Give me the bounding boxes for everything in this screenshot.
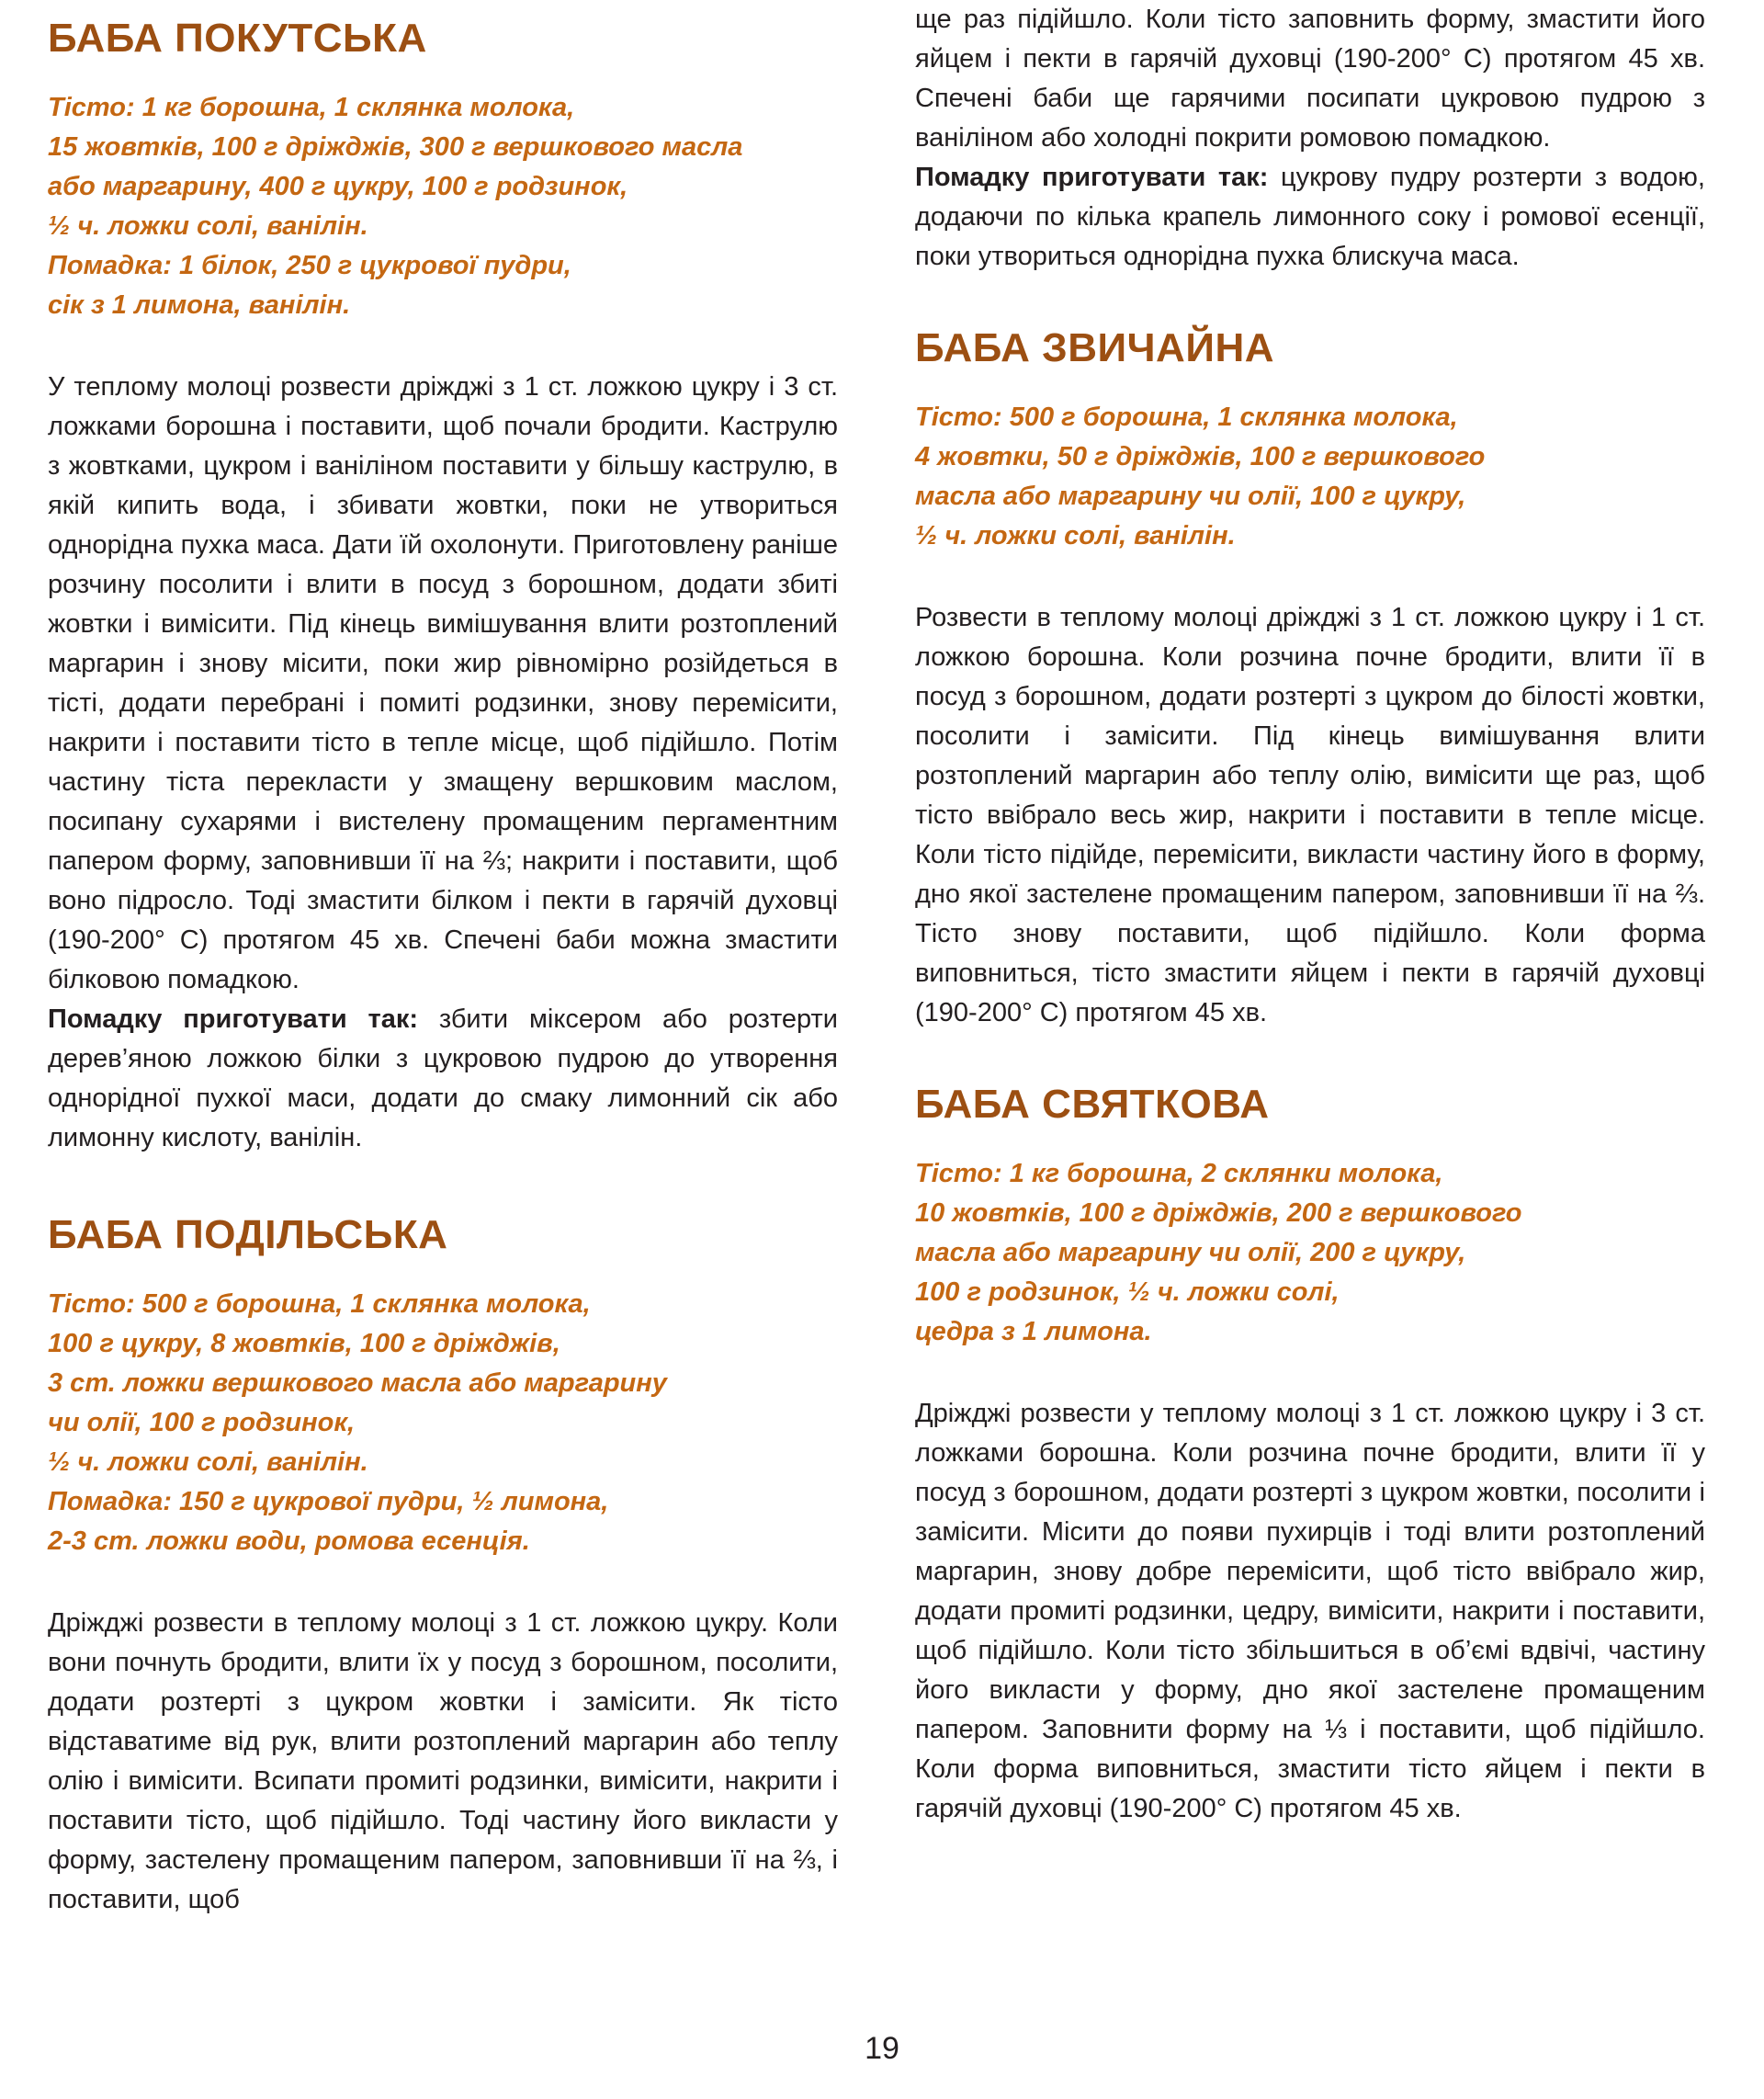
ingredient-line: Тісто: 1 кг борошна, 2 склянки молока, [915,1159,1443,1188]
recipe-baba-podilska-continued [915,0,1705,277]
recipe-baba-zvychaina [915,321,1705,1033]
glaze-instructions [48,1000,838,1158]
ingredient-line: або маргарину, 400 г цукру, 100 г родзинок, [48,172,628,201]
instructions-text: Розвести в теплому молоці дріжджі з 1 ст. ложкою цукру і 1 ст. ложкою борошна. Коли розчина почне бродити, влити її в посуд з борошном, додати розтерті з цукром до білості жовтки, посолити і замісити. Під кінець вимішування влити розтоплений маргарин або теплу олію, вимісити ще раз, щоб тісто ввібрало весь жир, накрити і поставити в тепле місце. Коли тісто підійде, перемісити, викласти частину його в форму, дно якої застелене промащеним папером, заповнивши її на ⅔. Тісто знову поставити, щоб підійшло. Коли форма виповниться, тісто змастити яйцем і пекти в гарячій духовці (190-200° С) протягом 45 хв. [915,603,1705,1027]
instructions-continued: ще раз підійшло. Коли тісто заповнить форму, змастити його яйцем і пекти в гарячій духовці (190-200° С) протягом 45 хв. Спечені баби ще гарячими посипати цукровою пудрою з ваніліном або холодні покрити ромовою помадкою. [915,5,1705,153]
recipe-title: БАБА ЗВИЧАЙНА [915,325,1275,370]
recipe-baba-pokutska [48,11,838,1158]
recipe-title: БАБА ПОКУТСЬКА [48,16,427,61]
ingredient-line: цедра з 1 лимона. [915,1317,1152,1346]
right-column [915,0,1705,1829]
ingredient-line: масла або маргарину чи олії, 200 г цукру, [915,1238,1466,1267]
ingredients-list [915,1154,1705,1352]
left-column [48,0,838,1920]
glaze-text: цукрову пудру розтерти з водою, додаючи по кілька крапель лимонного соку і ромової есенції, поки утвориться однорідна пухка блискуча маса. [915,163,1705,271]
ingredient-line: 2-3 ст. ложки води, ромова есенція. [48,1526,530,1556]
ingredients-list [48,88,838,325]
ingredient-line: ½ ч. ложки солі, ванілін. [48,1447,368,1477]
ingredient-line: Тісто: 1 кг борошна, 1 склянка молока, [48,93,575,122]
ingredients-list [48,1285,838,1561]
ingredient-line: сік з 1 лимона, ванілін. [48,290,351,320]
recipe-baba-sviatkova [915,1077,1705,1829]
ingredient-line: 100 г родзинок, ½ ч. ложки солі, [915,1277,1340,1307]
ingredient-line: ½ ч. ложки солі, ванілін. [48,211,368,241]
ingredients-list [915,398,1705,556]
instructions-text: Дріжджі розвести у теплому молоці з 1 ст. ложкою цукру і 3 ст. ложками борошна. Коли розчина почне бродити, влити її у посуд з борошном, додати розтерті з цукром жовтки, посолити і замісити. Місити до появи пухирців і тоді влити розтоплений маргарин, знову добре перемісити, щоб тісто ввібрало жир, додати промиті родзинки, цедру, вимісити, накрити і поставити, щоб підійшло. Коли тісто збільшиться в об’ємі вдвічі, частину його викласти у форму, дно якої застелене промащеним папером. Заповнити форму на ⅓ і поставити, щоб підійшло. Коли форма виповниться, змастити тісто яйцем і пекти в гарячій духовці (190-200° С) протягом 45 хв. [915,1399,1705,1823]
ingredient-line: масла або маргарину чи олії, 100 г цукру, [915,482,1466,511]
instructions-text: Дріжджі розвести в теплому молоці з 1 ст. ложкою цукру. Коли вони почнуть бродити, влити їх у посуд з борошном, посолити, додати розтерті з цукром жовтки і замісити. Як тісто відставатиме від рук, влити розтоплений маргарин або теплу олію і вимісити. Всипати промиті родзинки, вимісити, накрити і поставити тісто, щоб підійшло. Тоді частину його викласти у форму, застелену промащеним папером, заповнивши її на ⅔, і поставити, щоб [48,1608,838,1914]
recipe-baba-podilska [48,1208,838,1920]
glaze-label: Помадку приготувати так: [48,1004,419,1034]
glaze-label: Помадку приготувати так: [915,163,1269,192]
glaze-text: збити міксером або розтерти дерев’яною ложкою білки з цукровою пудрою до утворення однорідної пухкої маси, додати до смаку лимонний сік або лимонну кислоту, ванілін. [48,1004,838,1152]
ingredient-line: 3 ст. ложки вершкового масла або маргарину [48,1368,667,1398]
ingredient-line: чи олії, 100 г родзинок, [48,1408,356,1437]
ingredient-line: 10 жовтків, 100 г дріжджів, 200 г вершкового [915,1198,1522,1228]
page-number: 19 [865,2031,899,2066]
recipe-title: БАБА ПОДІЛЬСЬКА [48,1212,448,1257]
instructions-text: У теплому молоці розвести дріжджі з 1 ст. ложкою цукру і 3 ст. ложками борошна і поставити, щоб почали бродити. Каструлю з жовтками, цукром і ваніліном поставити у більшу каструлю, в якій кипить вода, і збивати жовтки, поки не утвориться однорідна пухка маса. Дати їй охолонути. Приготовлену раніше розчину посолити і влити в посуд з борошном, додати збиті жовтки і вимісити. Під кінець вимішування влити розтоплений маргарин і знову місити, поки жир рівномірно розійдеться в тісті, додати перебрані і помиті родзинки, знову перемісити, накрити і поставити тісто в тепле місце, щоб підійшло. Потім частину тіста перекласти у змащену вершковим маслом, посипану сухарями і вистелену промащеним пергаментним папером форму, заповнивши її на ⅔; накрити і поставити, щоб воно підросло. Тоді змастити білком і пекти в гарячій духовці (190-200° С) протягом 45 хв. Спечені баби можна змастити білковою помадкою. [48,372,838,994]
ingredient-line: 100 г цукру, 8 жовтків, 100 г дріжджів, [48,1329,560,1358]
recipe-title: БАБА СВЯТКОВА [915,1082,1270,1127]
ingredient-line: Тісто: 500 г борошна, 1 склянка молока, [48,1289,591,1319]
ingredient-line: Помадка: 1 білок, 250 г цукрової пудри, [48,251,571,280]
ingredient-line: 4 жовтки, 50 г дріжджів, 100 г вершкового [915,442,1486,471]
ingredient-line: Тісто: 500 г борошна, 1 склянка молока, [915,403,1458,432]
ingredient-line: ½ ч. ложки солі, ванілін. [915,521,1236,550]
glaze-instructions [915,158,1705,277]
ingredient-line: 15 жовтків, 100 г дріжджів, 300 г вершкового масла [48,132,743,162]
ingredient-line: Помадка: 150 г цукрової пудри, ½ лимона, [48,1487,609,1516]
